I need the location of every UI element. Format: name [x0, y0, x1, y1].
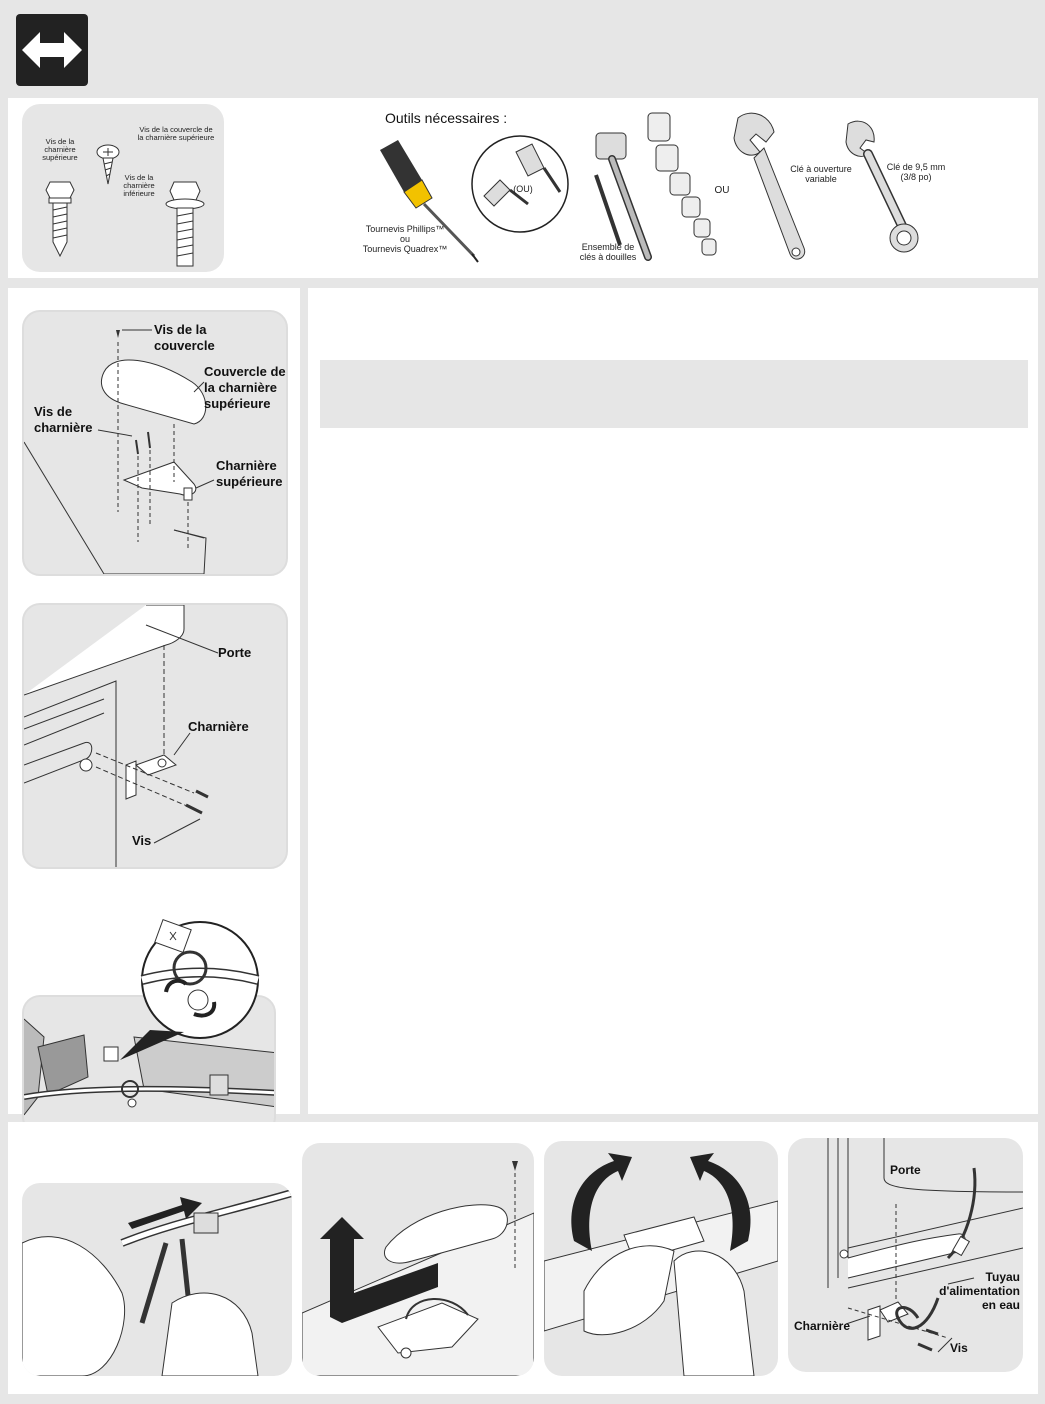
screws-drawing [22, 104, 224, 272]
double-arrow-icon [16, 14, 88, 86]
rotate-hinge-figure [544, 1141, 778, 1376]
open-end-wrench-label: Clé de 9,5 mm (3/8 po) [886, 162, 946, 182]
upper-hinge-screw-label: Vis de la charnière supérieure [42, 137, 78, 162]
bits-or-label: (OU) [513, 184, 533, 194]
door-callout: Porte [218, 645, 252, 660]
cover-screw-callout: Vis de la couvercle [154, 322, 215, 353]
socket-set-illustration [590, 105, 720, 265]
socket-set-label: Ensemble de clés à douilles [579, 242, 637, 262]
remove-cover-drawing [302, 1143, 534, 1376]
adjustable-wrench-label: Clé à ouverture variable [790, 164, 852, 184]
water-line-figure [788, 1138, 1023, 1372]
screwdriver-label: Tournevis Phillips™ ou Tournevis Quadrex™ [362, 224, 448, 254]
or-label: OU [714, 185, 730, 196]
water-screws-callout: Vis [950, 1341, 968, 1355]
screws-panel [22, 104, 224, 272]
adjustable-wrench-illustration [730, 108, 820, 268]
lower-hinge-figure [22, 603, 288, 869]
water-line-callout: Tuyau d'alimentation en eau [939, 1270, 1020, 1312]
note-bar [320, 360, 1028, 428]
lower-hinge-screw-label: Vis de la charnière inférieure [123, 173, 155, 198]
screws-callout: Vis [132, 833, 152, 848]
remove-cover-figure [302, 1143, 534, 1376]
clamp-magnifier [120, 910, 280, 1050]
hinge-screw-callout: Vis de charnière [34, 404, 93, 435]
pliers-drawing [22, 1183, 292, 1376]
top-hinge-callout: Charnière supérieure [216, 458, 283, 489]
hinge-callout: Charnière [188, 719, 249, 734]
tools-title: Outils nécessaires : [385, 110, 508, 126]
rotate-hinge-drawing [544, 1141, 778, 1376]
hinge-cover-callout: Couvercle de la charnière supérieure [204, 364, 286, 411]
water-door-callout: Porte [890, 1163, 921, 1177]
cover-screw-label: Vis de la couvercle de la charnière supérieure [137, 125, 215, 142]
open-end-wrench-illustration [840, 118, 920, 258]
top-hinge-figure [22, 310, 288, 576]
water-hinge-callout: Charnière [794, 1319, 851, 1333]
pliers-figure [22, 1183, 292, 1376]
